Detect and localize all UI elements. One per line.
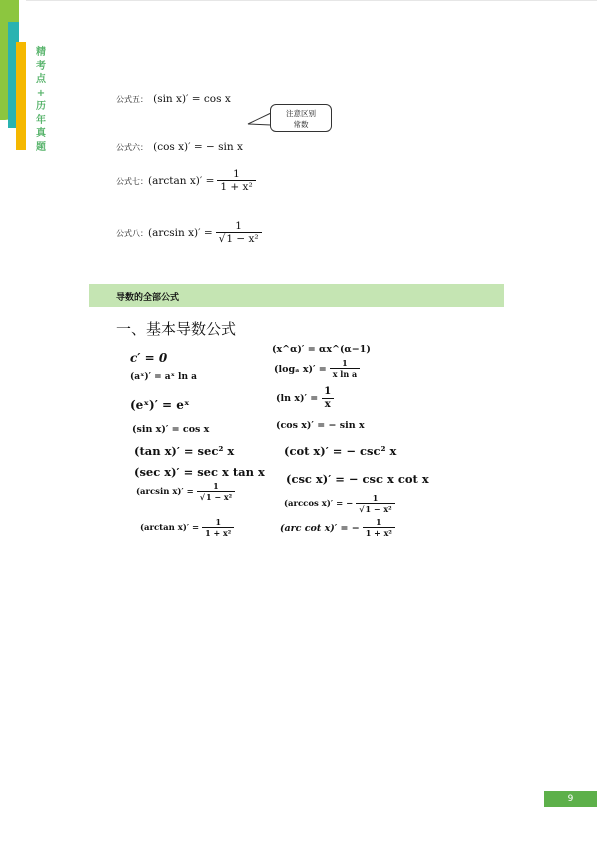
callout-line: 常数 bbox=[293, 120, 309, 129]
header-rule bbox=[26, 0, 597, 1]
formula-tan: (tan x)′ = sec² x bbox=[134, 444, 235, 458]
formula-expression: (arcsin x)′ = bbox=[148, 227, 213, 240]
formula-arccot bbox=[280, 518, 395, 538]
side-title-char: 点 bbox=[36, 74, 46, 85]
formula-log bbox=[274, 359, 360, 379]
formula-expression: (ln x)′ = bbox=[276, 393, 319, 404]
denominator: x bbox=[322, 398, 334, 412]
formula-power: (x^α)′ = αx^(α−1) bbox=[272, 344, 371, 355]
formula-label: 公式六： bbox=[116, 143, 148, 152]
denominator: √1 − x² bbox=[216, 232, 262, 246]
section-heading: 一、基本导数公式 bbox=[116, 320, 237, 338]
formula-expression: (arc cot x)′ = − bbox=[280, 522, 360, 534]
page-number: 9 bbox=[544, 791, 597, 807]
fraction bbox=[363, 518, 395, 538]
formula-expression: (arctan x)′ = bbox=[140, 523, 200, 534]
side-title bbox=[34, 46, 48, 154]
numerator: 1 bbox=[215, 517, 222, 527]
formula-five bbox=[116, 87, 231, 106]
callout-note bbox=[270, 104, 332, 132]
side-title-char: 题 bbox=[36, 141, 46, 153]
denominator: 1 + x² bbox=[202, 527, 234, 538]
formula-expression: (arcsin x)′ = bbox=[136, 487, 194, 498]
formula-exponential-a: (aˣ)′ = aˣ ln a bbox=[130, 372, 197, 382]
denominator: √1 − x² bbox=[197, 491, 235, 502]
fraction bbox=[216, 220, 262, 246]
fraction bbox=[356, 494, 394, 514]
numerator: 1 bbox=[376, 517, 382, 527]
formula-csc: (csc x)′ = − csc x cot x bbox=[286, 472, 429, 486]
formula-ln bbox=[276, 386, 334, 411]
side-title-char: 历 bbox=[36, 101, 46, 112]
formula-arccos bbox=[284, 494, 395, 514]
numerator: 1 bbox=[324, 386, 332, 397]
denominator: x ln a bbox=[330, 368, 360, 379]
side-decoration-yellow bbox=[16, 42, 26, 150]
side-title-char: 年 bbox=[36, 114, 46, 126]
numerator: 1 bbox=[372, 493, 379, 503]
formula-arcsin bbox=[136, 482, 235, 502]
radicand: 1 − x² bbox=[226, 233, 259, 246]
fraction bbox=[330, 359, 360, 379]
side-title-char: + bbox=[36, 87, 46, 99]
formula-label: 公式五： bbox=[116, 95, 148, 104]
formula-exponential-e: (eˣ)′ = eˣ bbox=[130, 398, 190, 412]
formula-sin: (sin x)′ = cos x bbox=[132, 424, 210, 435]
formula-label: 公式八： bbox=[116, 228, 148, 238]
radicand: 1 − x² bbox=[365, 504, 392, 515]
fraction bbox=[321, 386, 334, 411]
formula-six bbox=[116, 135, 243, 154]
formula-eight bbox=[116, 220, 262, 246]
radicand: 1 − x² bbox=[206, 492, 233, 503]
numerator: 1 bbox=[233, 168, 240, 180]
numerator: 1 bbox=[235, 220, 242, 232]
formula-cos: (cos x)′ = − sin x bbox=[276, 420, 365, 431]
formula-expression: (arccos x)′ = − bbox=[284, 499, 354, 510]
formula-label: 公式七： bbox=[116, 176, 148, 186]
section-title: 导数的全部公式 bbox=[116, 293, 180, 303]
formula-constant: c′ = 0 bbox=[130, 351, 168, 365]
fraction bbox=[197, 482, 235, 502]
formula-arctan bbox=[140, 518, 234, 538]
formula-expression: (logₐ x)′ = bbox=[274, 363, 327, 375]
formula-expression: (arctan x)′ = bbox=[148, 175, 215, 188]
numerator: 1 bbox=[342, 358, 348, 368]
denominator: √1 − x² bbox=[356, 503, 394, 514]
callout-line: 注意区别 bbox=[286, 109, 316, 118]
fraction bbox=[202, 518, 234, 538]
denominator: 1 + x² bbox=[363, 527, 395, 538]
fraction bbox=[217, 168, 255, 194]
formula-expression: (sin x)′ = cos x bbox=[153, 93, 231, 105]
side-title-char: 真 bbox=[36, 128, 46, 139]
side-title-char: 精 bbox=[36, 47, 46, 58]
formula-cot: (cot x)′ = − csc² x bbox=[284, 444, 397, 458]
formula-expression: (cos x)′ = − sin x bbox=[153, 141, 243, 153]
numerator: 1 bbox=[213, 481, 219, 491]
formula-seven bbox=[116, 168, 256, 194]
denominator: 1 + x² bbox=[217, 180, 255, 194]
formula-sec: (sec x)′ = sec x tan x bbox=[134, 465, 265, 479]
side-title-char: 考 bbox=[36, 60, 46, 72]
